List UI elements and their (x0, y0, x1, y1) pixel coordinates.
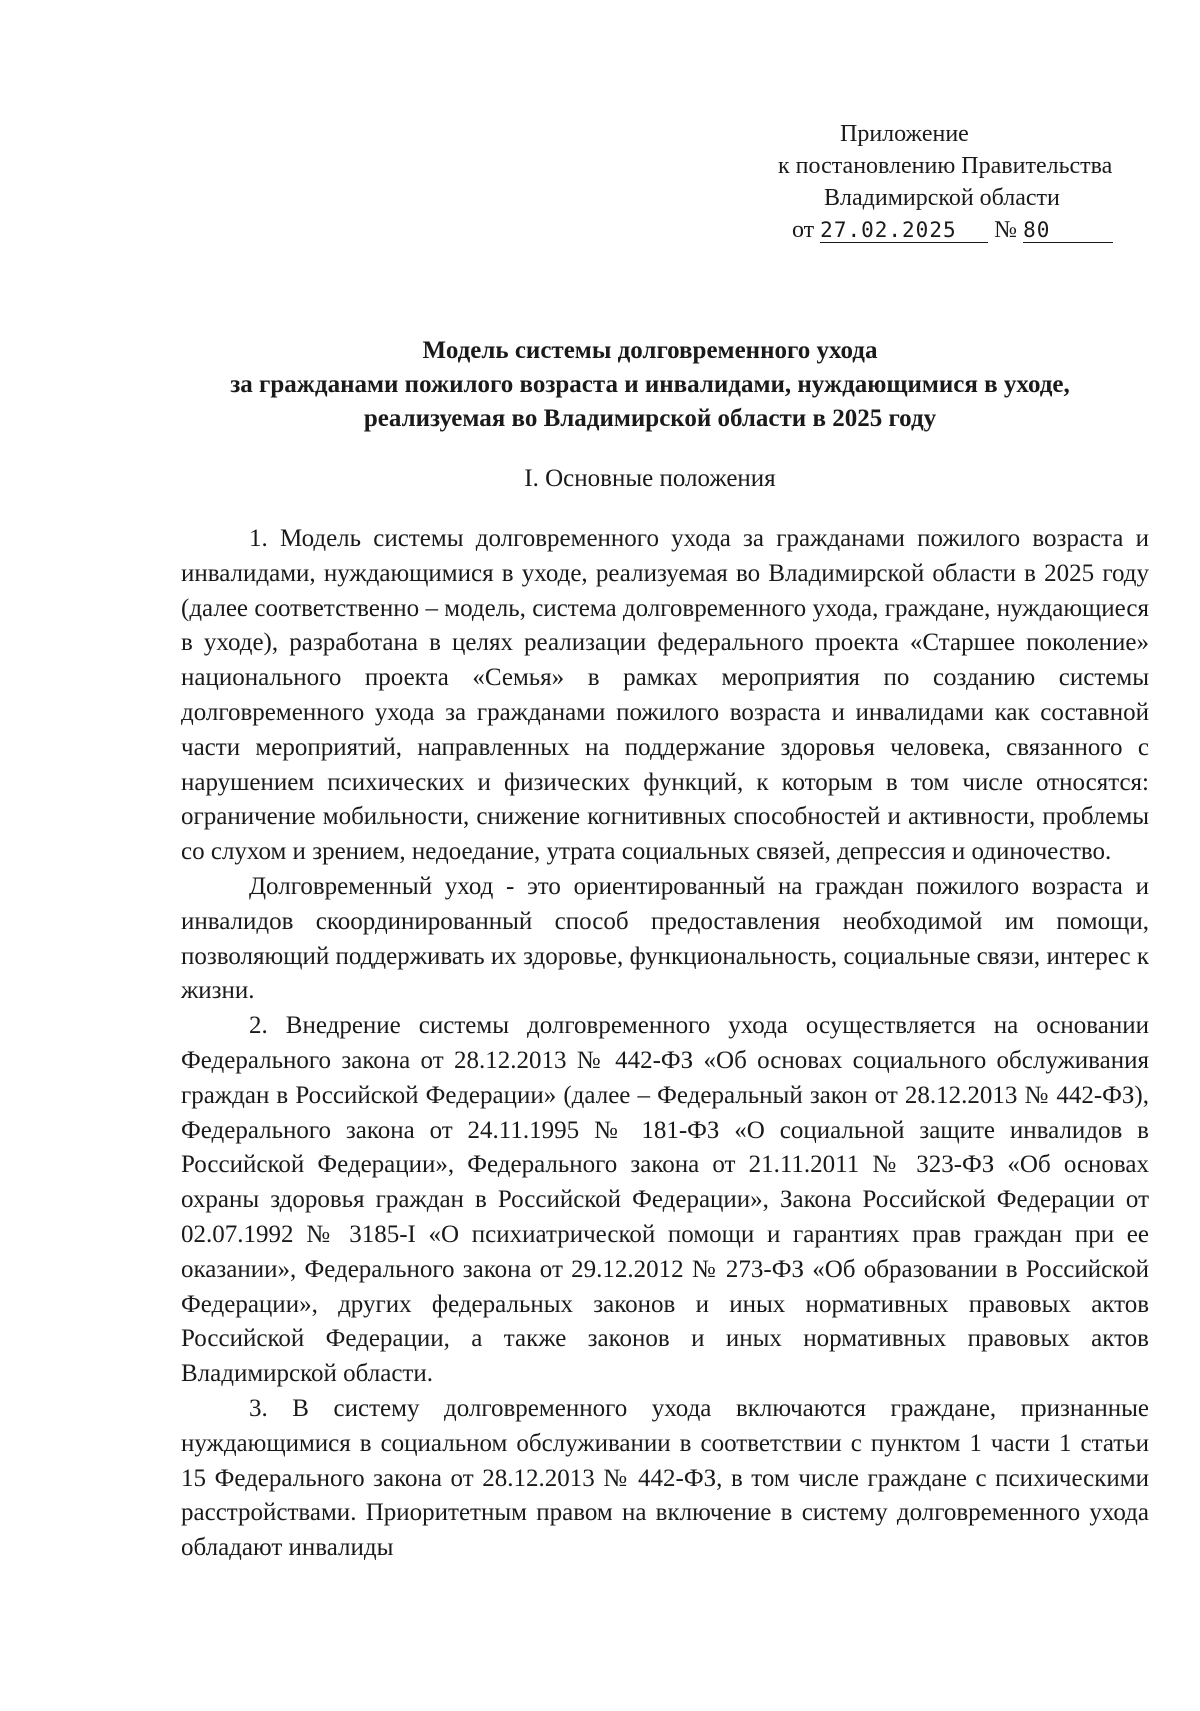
appendix-number: 80 (1023, 218, 1051, 242)
title-line-3: реализуемая во Владимирской области в 2025 году (363, 405, 937, 432)
paragraph-2: Долговременный уход - это ориентированный на граждан пожилого возраста и инвалидов скоординированный способ предоставления необходимой им помощи, позволяющий поддерживать их здоровье, функциональность, социальные связи, интерес к жизни. (181, 872, 1149, 1005)
paragraph-3: 2. Внедрение системы долговременного ухода осуществляется на основании Федерального закона от 28.12.2013 № 442-ФЗ «Об основах социального обслуживания граждан в Российской Федерации» (далее – Федеральный закон от 28.12.2013 № 442-ФЗ), Федерального закона от 24.11.1995 № 181-ФЗ «О социальной защите инвалидов в Российской Федерации», Федерального закона от 21.11.2011 № 323-ФЗ «Об основах охраны здоровья граждан в Российской Федерации», Закона Российской Федерации от 02.07.1992 № 3185-I «О психиатрической помощи и гарантиях прав граждан при ее оказании», Федерального закона от 29.12.2012 № 273-ФЗ «Об образовании в Российской Федерации», других федеральных законов и иных нормативных правовых актов Российской Федерации, а также законов и иных нормативных правовых актов Владимирской области. (181, 1012, 1149, 1388)
appendix-date-line (740, 214, 1160, 246)
document-title (170, 334, 1130, 436)
appendix-date-underline (820, 218, 988, 243)
document-body (181, 522, 1149, 1566)
paragraph-1: 1. Модель системы долговременного ухода за гражданами пожилого возраста и инвалидами, нуждающимися в уходе, реализуемая во Владимирской области в 2025 году (далее соответственно – модель, система долговременного ухода, граждане, нуждающиеся в уходе), разработана в целях реализации федерального проекта «Старшее поколение» национального проекта «Семья» в рамках мероприятия по созданию системы долговременного ухода за гражданами пожилого возраста и инвалидами как составной части мероприятий, направленных на поддержание здоровья человека, связанного с нарушением психических и физических функций, к которым в том числе относятся: ограничение мобильности, снижение когнитивных способностей и активности, проблемы со слухом и зрением, недоедание, утрата социальных связей, депрессия и одиночество. (181, 525, 1149, 866)
appendix-number-underline (1023, 218, 1113, 243)
title-line-1: Модель системы долговременного ухода (422, 337, 878, 364)
appendix-block (740, 118, 1160, 246)
appendix-date: 27.02.2025 (820, 218, 957, 242)
appendix-number-prefix: № (994, 217, 1018, 243)
appendix-line-1: Приложение (840, 121, 969, 147)
section-heading: I. Основные положения (524, 465, 776, 492)
paragraph-4: 3. В систему долговременного ухода включаются граждане, признанные нуждающимися в социальном обслуживании в соответствии с пунктом 1 части 1 статьи 15 Федерального закона от 28.12.2013 № 442-ФЗ, в том числе граждане с психическими расстройствами. Приоритетным правом на включение в систему долговременного ухода обладают инвалиды (181, 1394, 1149, 1562)
appendix-line-3: Владимирской области (824, 185, 1060, 211)
appendix-line-2: к постановлению Правительства (778, 153, 1113, 179)
title-line-2: за гражданами пожилого возраста и инвалидами, нуждающимися в уходе, (230, 371, 1070, 398)
appendix-from-prefix: от (792, 217, 815, 243)
